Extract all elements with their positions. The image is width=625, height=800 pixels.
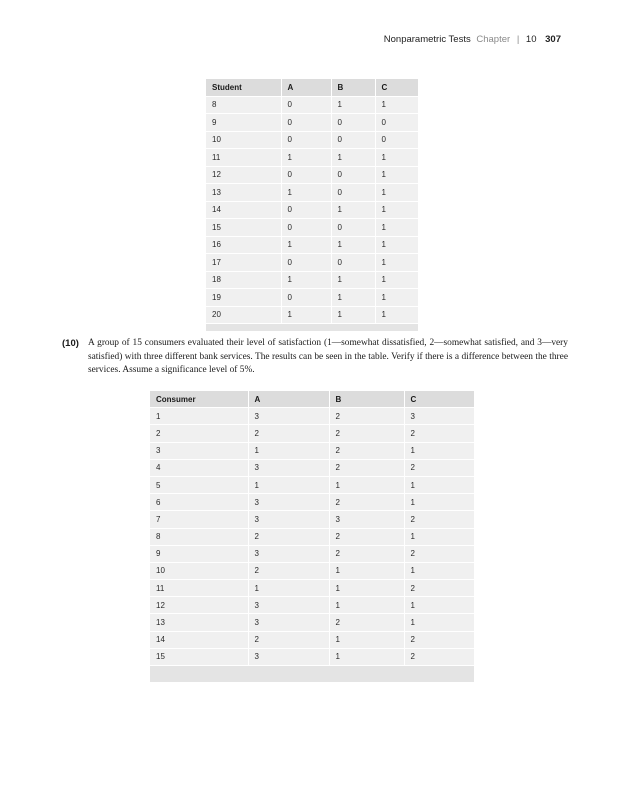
table-cell: 1: [404, 442, 474, 459]
table-cell: 1: [375, 166, 418, 184]
table-cell: 3: [248, 494, 329, 511]
table-cell: 3: [248, 408, 329, 425]
table-cell: 0: [331, 114, 375, 132]
table-cell: 2: [404, 425, 474, 442]
table-cell: 2: [150, 425, 248, 442]
table-cell: 1: [331, 306, 375, 324]
running-head: [384, 34, 561, 45]
table-row: [150, 425, 474, 442]
table-cell: 1: [375, 184, 418, 202]
table-cell: 9: [206, 114, 281, 132]
table-cell: 1: [281, 236, 331, 254]
table-cell: 1: [329, 631, 404, 648]
table-header-row: [206, 79, 418, 96]
exercise-text: A group of 15 consumers evaluated their level of satisfaction (1—somewhat dissatisfied, 2—somewhat satisfied, and 3—very satisfied) with three different bank services. The results can be seen in the table. Verify if there is a difference between the three services. Assume a significance level of 5%.: [88, 338, 568, 375]
table-row: [206, 254, 418, 272]
exercise-number: (10): [62, 338, 79, 349]
table-cell: 1: [375, 306, 418, 324]
table-cell: 3: [248, 459, 329, 476]
table-cell: 1: [331, 236, 375, 254]
table-cell: 1: [375, 201, 418, 219]
table-cell: 2: [329, 494, 404, 511]
table-cell: 3: [248, 614, 329, 631]
table-cell: 14: [206, 201, 281, 219]
table-cell: 1: [329, 476, 404, 493]
table-footer-band: [150, 666, 474, 683]
table-cell: 0: [281, 201, 331, 219]
table-cell: 2: [329, 442, 404, 459]
exercise-10: [62, 337, 568, 378]
table-cell: 2: [404, 648, 474, 665]
table-row: [150, 580, 474, 597]
table-row: [206, 306, 418, 324]
table-row: [150, 545, 474, 562]
table-cell: 8: [206, 96, 281, 114]
column-header: A: [248, 391, 329, 408]
table-cell: 1: [150, 408, 248, 425]
table-cell: 3: [248, 597, 329, 614]
table-cell: 1: [375, 236, 418, 254]
column-header: C: [404, 391, 474, 408]
table-cell: 10: [150, 562, 248, 579]
table-row: [150, 631, 474, 648]
table-row: [206, 271, 418, 289]
table-cell: 18: [206, 271, 281, 289]
table-row: [150, 408, 474, 425]
table-cell: 2: [329, 614, 404, 631]
table-row: [206, 166, 418, 184]
table-cell: 9: [150, 545, 248, 562]
table-cell: 2: [404, 631, 474, 648]
table-cell: 1: [375, 96, 418, 114]
table-cell: 3: [150, 442, 248, 459]
table-cell: 0: [331, 254, 375, 272]
table-cell: 1: [281, 184, 331, 202]
section-title: Nonparametric Tests: [383, 34, 471, 45]
table-cell: 2: [248, 631, 329, 648]
table-cell: 11: [206, 149, 281, 167]
table-cell: 20: [206, 306, 281, 324]
table-cell: 0: [281, 114, 331, 132]
table-row: [206, 96, 418, 114]
table-cell: 1: [248, 442, 329, 459]
table-cell: 1: [404, 528, 474, 545]
table-row: [206, 184, 418, 202]
table-cell: 13: [206, 184, 281, 202]
chapter-number: 10: [525, 34, 537, 45]
table-cell: 3: [248, 545, 329, 562]
table-row: [150, 597, 474, 614]
table-cell: 1: [248, 476, 329, 493]
table-cell: 1: [331, 96, 375, 114]
table-cell: 6: [150, 494, 248, 511]
table-cell: 1: [281, 149, 331, 167]
table-row: [150, 494, 474, 511]
table-row: [150, 614, 474, 631]
table-cell: 2: [404, 459, 474, 476]
table-row: [150, 562, 474, 579]
table-cell: 0: [281, 131, 331, 149]
table-row: [150, 528, 474, 545]
table-cell: 0: [281, 219, 331, 237]
table-cell: 2: [248, 425, 329, 442]
table-footer-band: [206, 324, 418, 332]
table-row: [206, 219, 418, 237]
table-cell: 2: [329, 528, 404, 545]
table-row: [206, 149, 418, 167]
table-cell: 12: [150, 597, 248, 614]
table-cell: 1: [281, 271, 331, 289]
table-cell: 11: [150, 580, 248, 597]
table-cell: 1: [404, 476, 474, 493]
table-row: [150, 476, 474, 493]
column-header: B: [331, 79, 375, 96]
table-row: [206, 131, 418, 149]
table-row: [206, 201, 418, 219]
table-cell: 1: [404, 562, 474, 579]
table-cell: 1: [404, 494, 474, 511]
table-cell: 2: [329, 408, 404, 425]
table-cell: 8: [150, 528, 248, 545]
table-row: [150, 648, 474, 665]
table-cell: 1: [375, 219, 418, 237]
table-cell: 1: [281, 306, 331, 324]
table-cell: 13: [150, 614, 248, 631]
table-cell: 2: [329, 459, 404, 476]
table-cell: 1: [331, 149, 375, 167]
table-cell: 2: [404, 580, 474, 597]
column-header: B: [329, 391, 404, 408]
table-cell: 1: [375, 149, 418, 167]
column-header: Student: [206, 79, 281, 96]
table-cell: 1: [329, 580, 404, 597]
table-cell: 3: [404, 408, 474, 425]
table-cell: 0: [375, 114, 418, 132]
table-cell: 0: [281, 254, 331, 272]
table-cell: 1: [329, 597, 404, 614]
table-cell: 2: [404, 545, 474, 562]
table-cell: 0: [281, 166, 331, 184]
consumer-table: [150, 391, 474, 682]
table-cell: 2: [248, 528, 329, 545]
page-number: 307: [545, 34, 561, 45]
table-cell: 2: [329, 425, 404, 442]
table-row: [150, 459, 474, 476]
table-row: [206, 114, 418, 132]
column-header: C: [375, 79, 418, 96]
table-cell: 1: [329, 648, 404, 665]
table-cell: 3: [248, 511, 329, 528]
table-cell: 1: [404, 597, 474, 614]
table-cell: 0: [331, 184, 375, 202]
table-row: [150, 442, 474, 459]
table-cell: 2: [248, 562, 329, 579]
table-cell: 17: [206, 254, 281, 272]
header-separator: |: [516, 34, 520, 45]
table-cell: 3: [248, 648, 329, 665]
table-cell: 0: [331, 219, 375, 237]
student-table: [206, 79, 418, 331]
table-cell: 1: [404, 614, 474, 631]
table-header-row: [150, 391, 474, 408]
table-cell: 3: [329, 511, 404, 528]
table-cell: 1: [375, 289, 418, 307]
chapter-label: Chapter: [476, 34, 511, 45]
column-header: A: [281, 79, 331, 96]
table-cell: 1: [331, 271, 375, 289]
table-cell: 1: [375, 254, 418, 272]
table-cell: 1: [375, 271, 418, 289]
table-row: [206, 289, 418, 307]
table-cell: 7: [150, 511, 248, 528]
column-header: Consumer: [150, 391, 248, 408]
table-row: [206, 236, 418, 254]
table-cell: 0: [331, 166, 375, 184]
table-cell: 10: [206, 131, 281, 149]
table-cell: 0: [375, 131, 418, 149]
table-cell: 1: [248, 580, 329, 597]
table-row: [150, 511, 474, 528]
table-cell: 1: [329, 562, 404, 579]
table-cell: 15: [150, 648, 248, 665]
table-cell: 19: [206, 289, 281, 307]
table-cell: 2: [329, 545, 404, 562]
table-cell: 5: [150, 476, 248, 493]
table-cell: 2: [404, 511, 474, 528]
table-cell: 0: [331, 131, 375, 149]
table-cell: 14: [150, 631, 248, 648]
table-cell: 16: [206, 236, 281, 254]
table-cell: 0: [281, 96, 331, 114]
table-cell: 1: [331, 289, 375, 307]
table-cell: 0: [281, 289, 331, 307]
table-cell: 4: [150, 459, 248, 476]
table-cell: 12: [206, 166, 281, 184]
table-cell: 15: [206, 219, 281, 237]
table-cell: 1: [331, 201, 375, 219]
